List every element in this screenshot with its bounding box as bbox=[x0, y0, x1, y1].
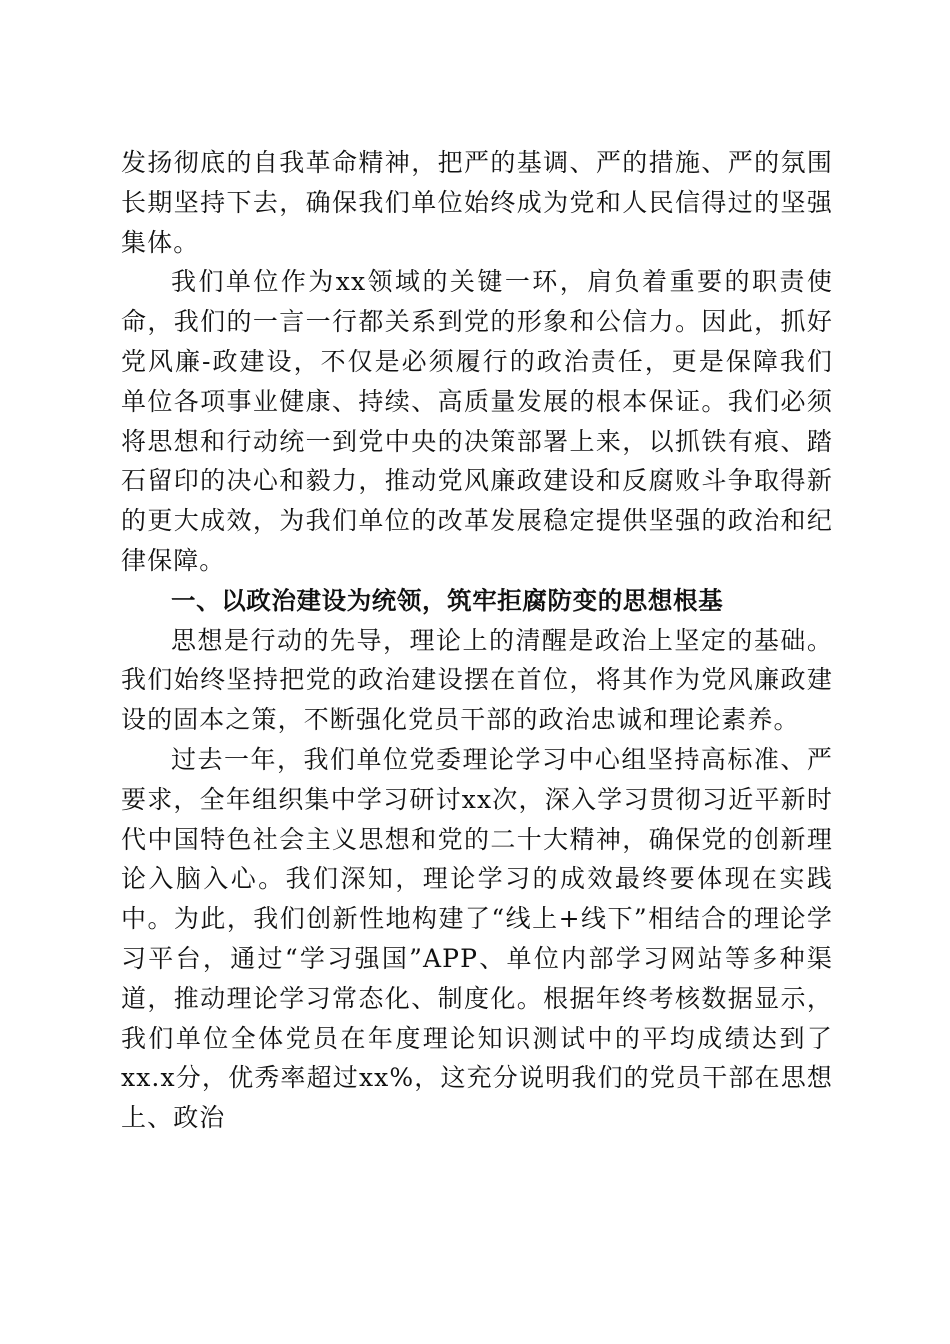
section-heading: 一、以政治建设为统领，筑牢拒腐防变的思想根基 bbox=[171, 585, 724, 615]
paragraph-continuation: 发扬彻底的自我革命精神，把严的基调、严的措施、严的氛围长期坚持下去，确保我们单位始终成为党和人民信得过的坚强集体。 bbox=[121, 148, 833, 257]
document-body bbox=[121, 143, 833, 1138]
paragraph-responsibility: 我们单位作为xx领域的关键一环，肩负着重要的职责使命，我们的一言一行都关系到党的形象和公信力。因此，抓好党风廉-政建设，不仅是必须履行的政治责任，更是保障我们单位各项事业健康、持续、高质量发展的根本保证。我们必须将思想和行动统一到党中央的决策部署上来，以抓铁有痕、踏石留印的决心和毅力，推动党风廉政建设和反腐败斗争取得新的更大成效，为我们单位的改革发展稳定提供坚强的政治和纪律保障。 bbox=[121, 267, 833, 575]
paragraph-theory-study: 过去一年，我们单位党委理论学习中心组坚持高标准、严要求，全年组织集中学习研讨xx次，深入学习贯彻习近平新时代中国特色社会主义思想和党的二十大精神，确保党的创新理论入脑入心。我们深知，理论学习的成效最终要体现在实践中。为此，我们创新性地构建了“线上+线下”相结合的理论学习平台，通过“学习强国”APP、单位内部学习网站等多种渠道，推动理论学习常态化、制度化。根据年终考核数据显示，我们单位全体党员在年度理论知识测试中的平均成绩达到了xx.x分，优秀率超过xx%，这充分说明我们的党员干部在思想上、政治 bbox=[121, 744, 833, 1133]
paragraph-political-construction: 思想是行动的先导，理论上的清醒是政治上坚定的基础。我们始终坚持把党的政治建设摆在首位，将其作为党风廉政建设的固本之策，不断强化党员干部的政治忠诚和理论素养。 bbox=[121, 625, 833, 735]
